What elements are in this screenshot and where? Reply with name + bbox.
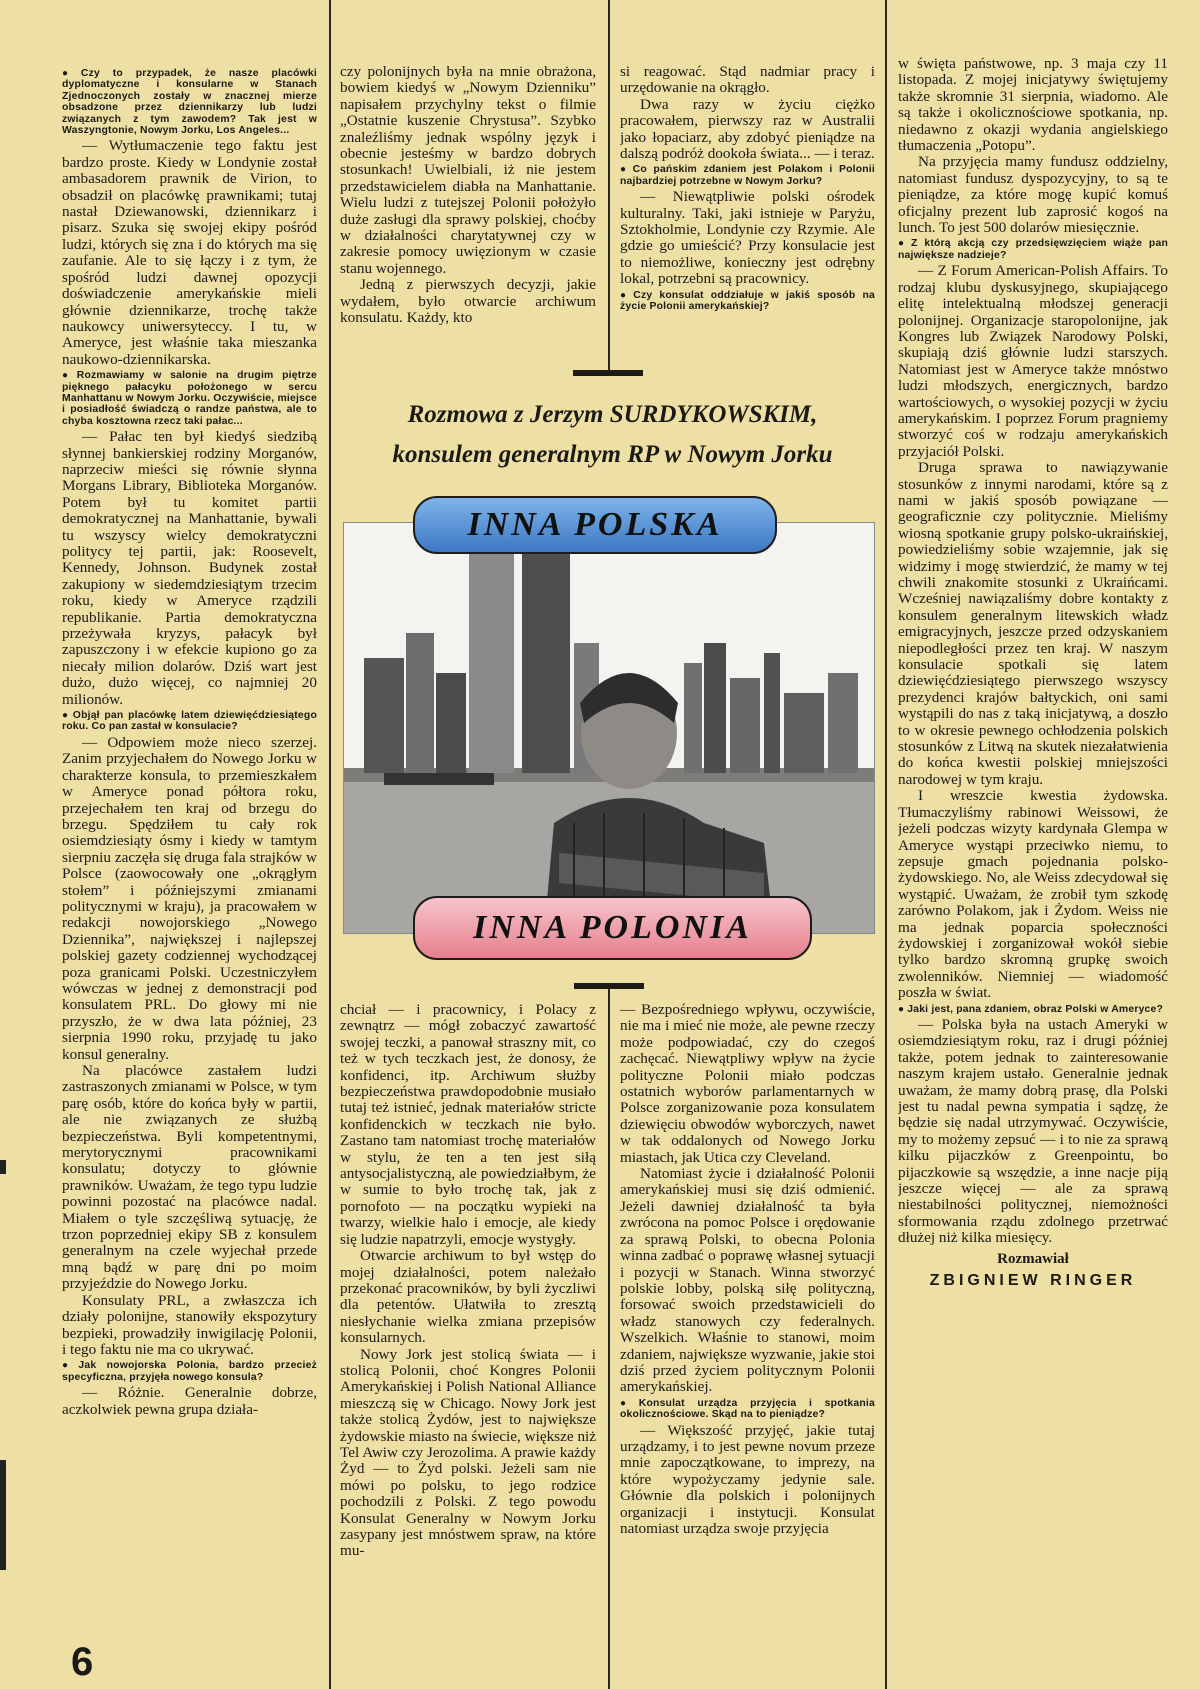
paragraph: Na przyjęcia mamy fundusz oddzielny, natomiast fundusz dyspozycyjny, to są te pieniądze, za które mogę kupić komuś oficjalny prezent lub zaprosić kogoś na lunch. To jest 500 dolarów miesięcznie. (898, 153, 1168, 237)
paragraph: Natomiast życie i działalność Polonii amerykańskiej musi się dziś odmienić. Jeżeli dawniej działalność ta była zwrócona na pomoc Polsce i orędowanie za sprawą Polski, to obecna Polonia winna zadbać o poprawę własnej sytuacji i pozycji w Stanach. Winna stworzyć polskie lobby, polską siłę polityczną, forsować swoich przedstawicieli do władz stanowych czy federalnych. Wszelkich. Właśnie to stanowi, moim zdaniem, największe wyzwanie, jakie stoi dziś przed życiem politycznym Polonii amerykańskiej. (620, 1165, 875, 1396)
banner-text: INNA POLONIA (473, 909, 752, 946)
paragraph: Otwarcie archiwum to był wstęp do mojej działalności, potem należało przekonać pracowników, by byli życzliwi dla petentów. Ułatwiła to zresztą niesłychanie wielka zmiana przepisów konsularnych. (340, 1247, 596, 1347)
question: ● Z którą akcją czy przedsięwzięciem wiąże pan największe nadzieje? (898, 238, 1168, 261)
question: ● Objął pan placówkę latem dziewięćdziesiątego roku. Co pan zastał w konsulacie? (62, 710, 317, 733)
answer-paragraph: — Polska była na ustach Ameryki w osiemdziesiątym roku, raz i drugi później także, potem jednak to zainteresowanie naszym krajem ustało. Generalnie jednak uważam, że mamy dobrą prasę, dla Polski jest tu nadal pewna sympatia i sądzę, że będzie się nadal utrzymywać. Oczywiście, my to możemy zepsuć — i to nie za sprawą kilku pijaczków z Greenpointu, bo pijaczkowie są wszędzie, a inne nacje piją jeszcze więcej — ale za sprawą niestabilności politycznej, niemożności sformowania rządu zdolnego przetrwać dłużej niż kilka miesięcy. (898, 1015, 1168, 1247)
question-text: Z którą akcją czy przedsięwzięciem wiąże pan największe nadzieje? (898, 238, 1168, 261)
column-4 (898, 56, 1168, 1686)
banner-inna-polonia (413, 896, 812, 960)
question: ● Czy to przypadek, że nasze placówki dyplomatyczne i konsularne w Stanach Zjednoczonych zostały w znacznej mierze obsadzone przez dziennikarzy lub ludzi związanych z tym zawodem? Tak jest w Waszyngtonie, Nowym Jorku, Los Angeles... (62, 68, 317, 137)
paragraph: I wreszcie kwestia żydowska. Tłumaczyliśmy rabinowi Weissowi, że jeżeli podczas wizyty kardynała Glempa w Ameryce wystąpi przeciwko niemu, to zepsuje gmach pojednania polsko-żydowskiego. No, ale Weiss zdecydował się wystąpić. Uważam, że zrobił tym szkodę zarówno Polakom, jak i Żydom. Weiss nie ma jednak poparcia społeczności żydowskiej i zorganizował wokół siebie tylko bardzo skromną grupkę swoich zwolenników. Niemniej — wiadomość poszła w świat. (898, 787, 1168, 1002)
answer-paragraph: — Z Forum American-Polish Affairs. To rodzaj klubu dyskusyjnego, skupiającego elitę intelektualną młodszej generacji polonijnej. Organizacje staropolonijne, jak Kongres lub Związek Narodowy Polski, skupiają dziś głównie ludzi starszych. Natomiast jest w Ameryce także mnóstwo ludzi młodszych, energicznych, bardzo wartościowych, o wysokiej pozycji w życiu amerykańskim. I poprzez Forum pragniemy stworzyć coś w rodzaju amerykańskich przyjaciół Polski. (898, 262, 1168, 460)
manhattan-skyline-photo (344, 523, 874, 933)
banner-text: INNA POLSKA (467, 506, 723, 543)
question: ● Konsulat urządza przyjęcia i spotkania okolicznościowe. Skąd na to pieniądze? (620, 1397, 875, 1421)
paragraph: czy polonijnych była na mnie obrażona, bowiem kiedyś w „Nowym Dzienniku” napisałem przychylny tekst o filmie „Ostatnie kuszenie Chrystusa”. Szybko znaleźliśmy jednak wspólny język i obecnie jesteśmy w bardzo dobrych stosunkach! Uwielbiali, iż nie jestem przedstawicielem diabła na Manhattanie. Wielu ludzi z tutejszej Polonii położyło duże zasługi dla sprawy polskiej, choćby w działalności charytatywnej czy w zakresie pomocy uwięzionym w czasie stanu wojennego. (340, 64, 596, 277)
question: ● Czy konsulat oddziałuje w jakiś sposób na życie Polonii amerykańskiej? (620, 289, 875, 313)
question: ● Jak nowojorska Polonia, bardzo przecież specyficzna, przyjęła nowego konsula? (62, 1360, 317, 1383)
column-3-top (620, 64, 875, 369)
answer-paragraph: — Pałac ten był kiedyś siedzibą słynnej bankierskiej rodziny Morganów, naprzeciw mieści się równie słynna Morgans Library, Biblioteka Morganów. Potem był tu komitet partii demokratycznej na Manhattanie, bywali tu wszyscy wielcy demokratyczni politycy tej partii, jak: Roosevelt, Kennedy, Johnson. Budynek został zakupiony w siedemdziesiątym trzecim roku, kiedy w Ameryce rządzili republikanie. Partia demokratyczna przeżywała kryzys, pałacyk był zapuszczony i w efekcie kupiono go za niecały milion dolarów. Dziś wart jest dużo, dużo więcej, co najmniej 20 milionów. (62, 428, 317, 708)
headline (335, 395, 890, 475)
question-text: Czy to przypadek, że nasze placówki dyplomatyczne i konsularne w Stanach Zjednoczonych zostały w znacznej mierze obsadzone przez dziennikarzy lub ludzi związanych z tym zawodem? Tak jest w Waszyngtonie, Nowym Jorku, Los Angeles... (62, 68, 317, 137)
interviewer-label: Rozmawiał (997, 1250, 1069, 1267)
question: ● Co pańskim zdaniem jest Polakom i Polonii najbardziej potrzebne w Nowym Jorku? (620, 164, 875, 187)
divider-bar (573, 370, 643, 376)
answer-paragraph: — Niewątpliwie polski ośrodek kulturalny. Taki, jaki istnieje w Paryżu, Sztokholmie, Londynie czy Rzymie. Ale gdzie go umieścić? Przy konsulacie jest to niemożliwe, konieczny jest odrębny lokal, potrzebni są pracownicy. (620, 188, 875, 288)
paragraph: Jedną z pierwszych decyzji, jakie wydałem, było otwarcie archiwum konsulatu. Każdy, kto (340, 276, 596, 327)
headline-line-2: konsulem generalnym RP w Nowym Jorku (392, 441, 833, 468)
question-text: Jak nowojorska Polonia, bardzo przecież specyficzna, przyjęła nowego konsula? (62, 1360, 317, 1383)
answer-paragraph: Na placówce zastałem ludzi zastraszonych zmianami w Polsce, w tym parę osób, które do końca były w partii, ale nie związanych ze służbą bezpieczeństwa. Byli kompetentnymi, merytorycznymi pracownikami konsulatu; dotyczy to głównie prawników. Uważam, że tego typu ludzie powinni pozostać na placówce nadal. Miałem o tyle szczęśliwą sytuację, że trzon poprzedniej ekipy SB z konsulem generalnym na czele wyjechał przede mną bądź w parę dni po moim przyjeździe do Nowego Jorku. (62, 1062, 317, 1293)
question-text: Czy konsulat oddziałuje w jakiś sposób na życie Polonii amerykańskiej? (620, 289, 875, 313)
column-rule (608, 985, 610, 1689)
answer-paragraph: Konsulaty PRL, a zwłaszcza ich działy polonijne, stanowiły ekspozytury bezpieki, prowadziły inwigilację Polonii, i tego faktu nie ma co ukrywać. (62, 1291, 317, 1358)
question: ● Rozmawiamy w salonie na drugim piętrze pięknego pałacyku położonego w sercu Manhattanu w Nowym Jorku. Oczywiście, miejsce i posiadłość świadczą o randze państwa, ale to chyba kosztowna rzecz taki pałac... (62, 370, 317, 427)
column-rule (329, 0, 331, 1689)
column-2-bottom (340, 1002, 596, 1686)
column-1 (62, 66, 317, 1686)
paragraph: chciał — i pracownicy, i Polacy z zewnątrz — mógł zobaczyć zawartość swojej teczki, a panował straszny mit, co też w tych teczkach jest, że donosy, że konfidenci, itp. Archiwum służby bezpieczeństwa prawdopodobnie musiało tutaj też istnieć, jednak materiałów stricte konfidenckich w teczkach nie było. Zastano tam natomiast trochę materiałów w stylu, że ten a ten jest siłą antysocjalistyczną, ale powiedziałbym, że w sumie to było trochę tak, jak z pornofoto — na początku wypieki na twarzy, wielkie halo i emocje, ale kiedy się ludzie napatrzyli, emocje wystygły. (340, 1002, 596, 1248)
column-2-top (340, 64, 596, 374)
interviewer-name: ZBIGNIEW RINGER (929, 1272, 1137, 1290)
question: ● Jaki jest, pana zdaniem, obraz Polski w Ameryce? (898, 1003, 1164, 1015)
paragraph: Druga sprawa to nawiązywanie stosunków z innymi narodami, które są z nami w jakiś sposób powiązane — geograficznie czy politycznie. Mieliśmy wiosną spotkanie grupy polsko-ukraińskiej, powiedzieliśmy sobie wzajemnie, jak się widzimy i mogę stwierdzić, że mamy w tej chwili znakomite stosunki z Ukraińcami. Wcześniej nawiązaliśmy dobre kontakty z konsulem generalnym litewskich władz emigracyjnych, jeszcze przed odzyskaniem niepodległości przez ten kraj. W naszym konsulacie spotkali się latem dziewięćdziesiątego pierwszego wszyscy prezydenci krajów bałtyckich, oni sami wystąpili do nas z taką inicjatywą, a doszło to w okresie pewnego ochłodzenia polskich stosunków z Litwą na skutek niezałatwienia do końca kwestii polskiej mniejszości narodowej w tym kraju. (898, 459, 1168, 788)
answer-paragraph: — Większość przyjęć, jakie tutaj urządzamy, i to jest pewne novum przeze mnie zapoczątkowane, to imprezy, na które wypożyczamy jedynie sale. Głównie dla polskich i polonijnych organizacji i instytucji. Konsulat natomiast urządza swoje przyjęcia (620, 1421, 875, 1537)
answer-paragraph: — Różnie. Generalnie dobrze, aczkolwiek pewna grupa działa- (62, 1384, 317, 1418)
column-rule (608, 0, 610, 370)
page-number: 6 (71, 1640, 94, 1684)
paragraph: w święta państwowe, np. 3 maja czy 11 listopada. Z mojej inicjatywy świętujemy także skromnie 31 sierpnia, wiadomo. Ale są także i okolicznościowe spotkania, np. niedawno z okazji wydania angielskiego tłumaczenia „Potopu”. (898, 56, 1168, 155)
paragraph: — Bezpośredniego wpływu, oczywiście, nie ma i mieć nie może, ale pewne rzeczy może podpowiadać, czy do czegoś zachęcać. Niewątpliwy wpływ na życie polityczne Polonii miało podczas ostatnich wyborów parlamentarnych w Polsce zorganizowanie poza konsulatem dziewięciu obwodów wyborczych, nawet w tak oddalonych od Nowego Jorku miastach, jak Utica czy Cleveland. (620, 1002, 875, 1166)
banner-inna-polska (413, 496, 777, 554)
answer-paragraph: — Odpowiem może nieco szerzej. Zanim przyjechałem do Nowego Jorku w charakterze konsula, to przemieszkałem w Ameryce ponad półtora roku, przejechałem ten kraj od brzegu do brzegu. Spędziłem tu cały rok osiemdziesiąty ósmy i kiedy w tamtym sierpniu zaczęła się druga fala strajków w Polsce (zaowocowały one „okrągłym stołem” i późniejszymi zmianami politycznymi w kraju), ja pracowałem w redakcji nowojorskiego „Nowego Dziennika”, największej i najlepszej polskiej gazety codziennej wychodzącej poza granicami Polski. Uczestniczyłem wówczas w jednej z demonstracji pod konsulatem PRL. Do głowy mi nie przyszło, że w dwa lata później, 23 sierpnia 1990 roku, przyjadę tu jako konsul generalny. (62, 733, 317, 1063)
column-rule (885, 0, 887, 1689)
paragraph: Dwa razy w życiu ciężko pracowałem, pierwszy raz w Australii jako łopaciarz, aby zdobyć pieniądze na dalszą podróż dookoła świata... — i teraz. (620, 95, 875, 163)
question-text: Jaki jest, pana zdaniem, obraz Polski w Ameryce? (907, 1003, 1164, 1015)
portrait-photo (343, 522, 875, 934)
answer-paragraph: — Wytłumaczenie tego faktu jest bardzo proste. Kiedy w Londynie został ambasadorem prawnik de Virion, to obsadził on placówkę prawnikami; tutaj nastał Dziewanowski, dziennikarz i pisarz. Szuka się swojej ekipy pośród ludzi, których się zna i do których ma się zaufanie. Ale to się łączy i z tym, że spośród ludzi dawnej opozycji doświadczenie amerykańskie mieli głównie dziennikarze, trochę także naukowcy uniwersyteccy. I tu, w Ameryce, jest właśnie taka mieszanka naukowo-dziennikarska. (62, 137, 317, 368)
headline-line-1: Rozmowa z Jerzym SURDYKOWSKIM, (407, 401, 818, 428)
edge-mark (0, 1460, 6, 1570)
divider-bar (574, 983, 644, 989)
paragraph: Nowy Jork jest stolicą świata — i stolicą Polonii, choć Kongres Polonii Amerykańskiej i Polish National Alliance mieszczą się w Chicago. Nowy Jork jest także stolicą Żydów, jest to największe żydowskie miasto na świecie, większe niż Tel Awiw czy Jerozolima. A prawie każdy Żyd — to Żyd polski. Jeżeli sam nie mówi po polsku, to jego rodzice pochodzili z Polski. Z tego powodu Konsulat Generalny w Nowym Jorku zasypany jest mnóstwem spraw, na które mu- (340, 1345, 596, 1560)
edge-mark (0, 1160, 6, 1174)
paragraph: si reagować. Stąd nadmiar pracy i urzędowanie na okrągło. (620, 64, 875, 97)
question-text: Co pańskim zdaniem jest Polakom i Polonii najbardziej potrzebne w Nowym Jorku? (620, 164, 875, 187)
question-text: Konsulat urządza przyjęcia i spotkania okolicznościowe. Skąd na to pieniądze? (620, 1397, 875, 1421)
column-3-bottom (620, 1002, 875, 1686)
question-text: Objął pan placówkę latem dziewięćdziesiątego roku. Co pan zastał w konsulacie? (62, 710, 317, 733)
question-text: Rozmawiamy w salonie na drugim piętrze pięknego pałacyku położonego w sercu Manhattanu w Nowym Jorku. Oczywiście, miejsce i posiadłość świadczą o randze państwa, ale to chyba kosztowna rzecz taki pałac... (62, 370, 317, 427)
